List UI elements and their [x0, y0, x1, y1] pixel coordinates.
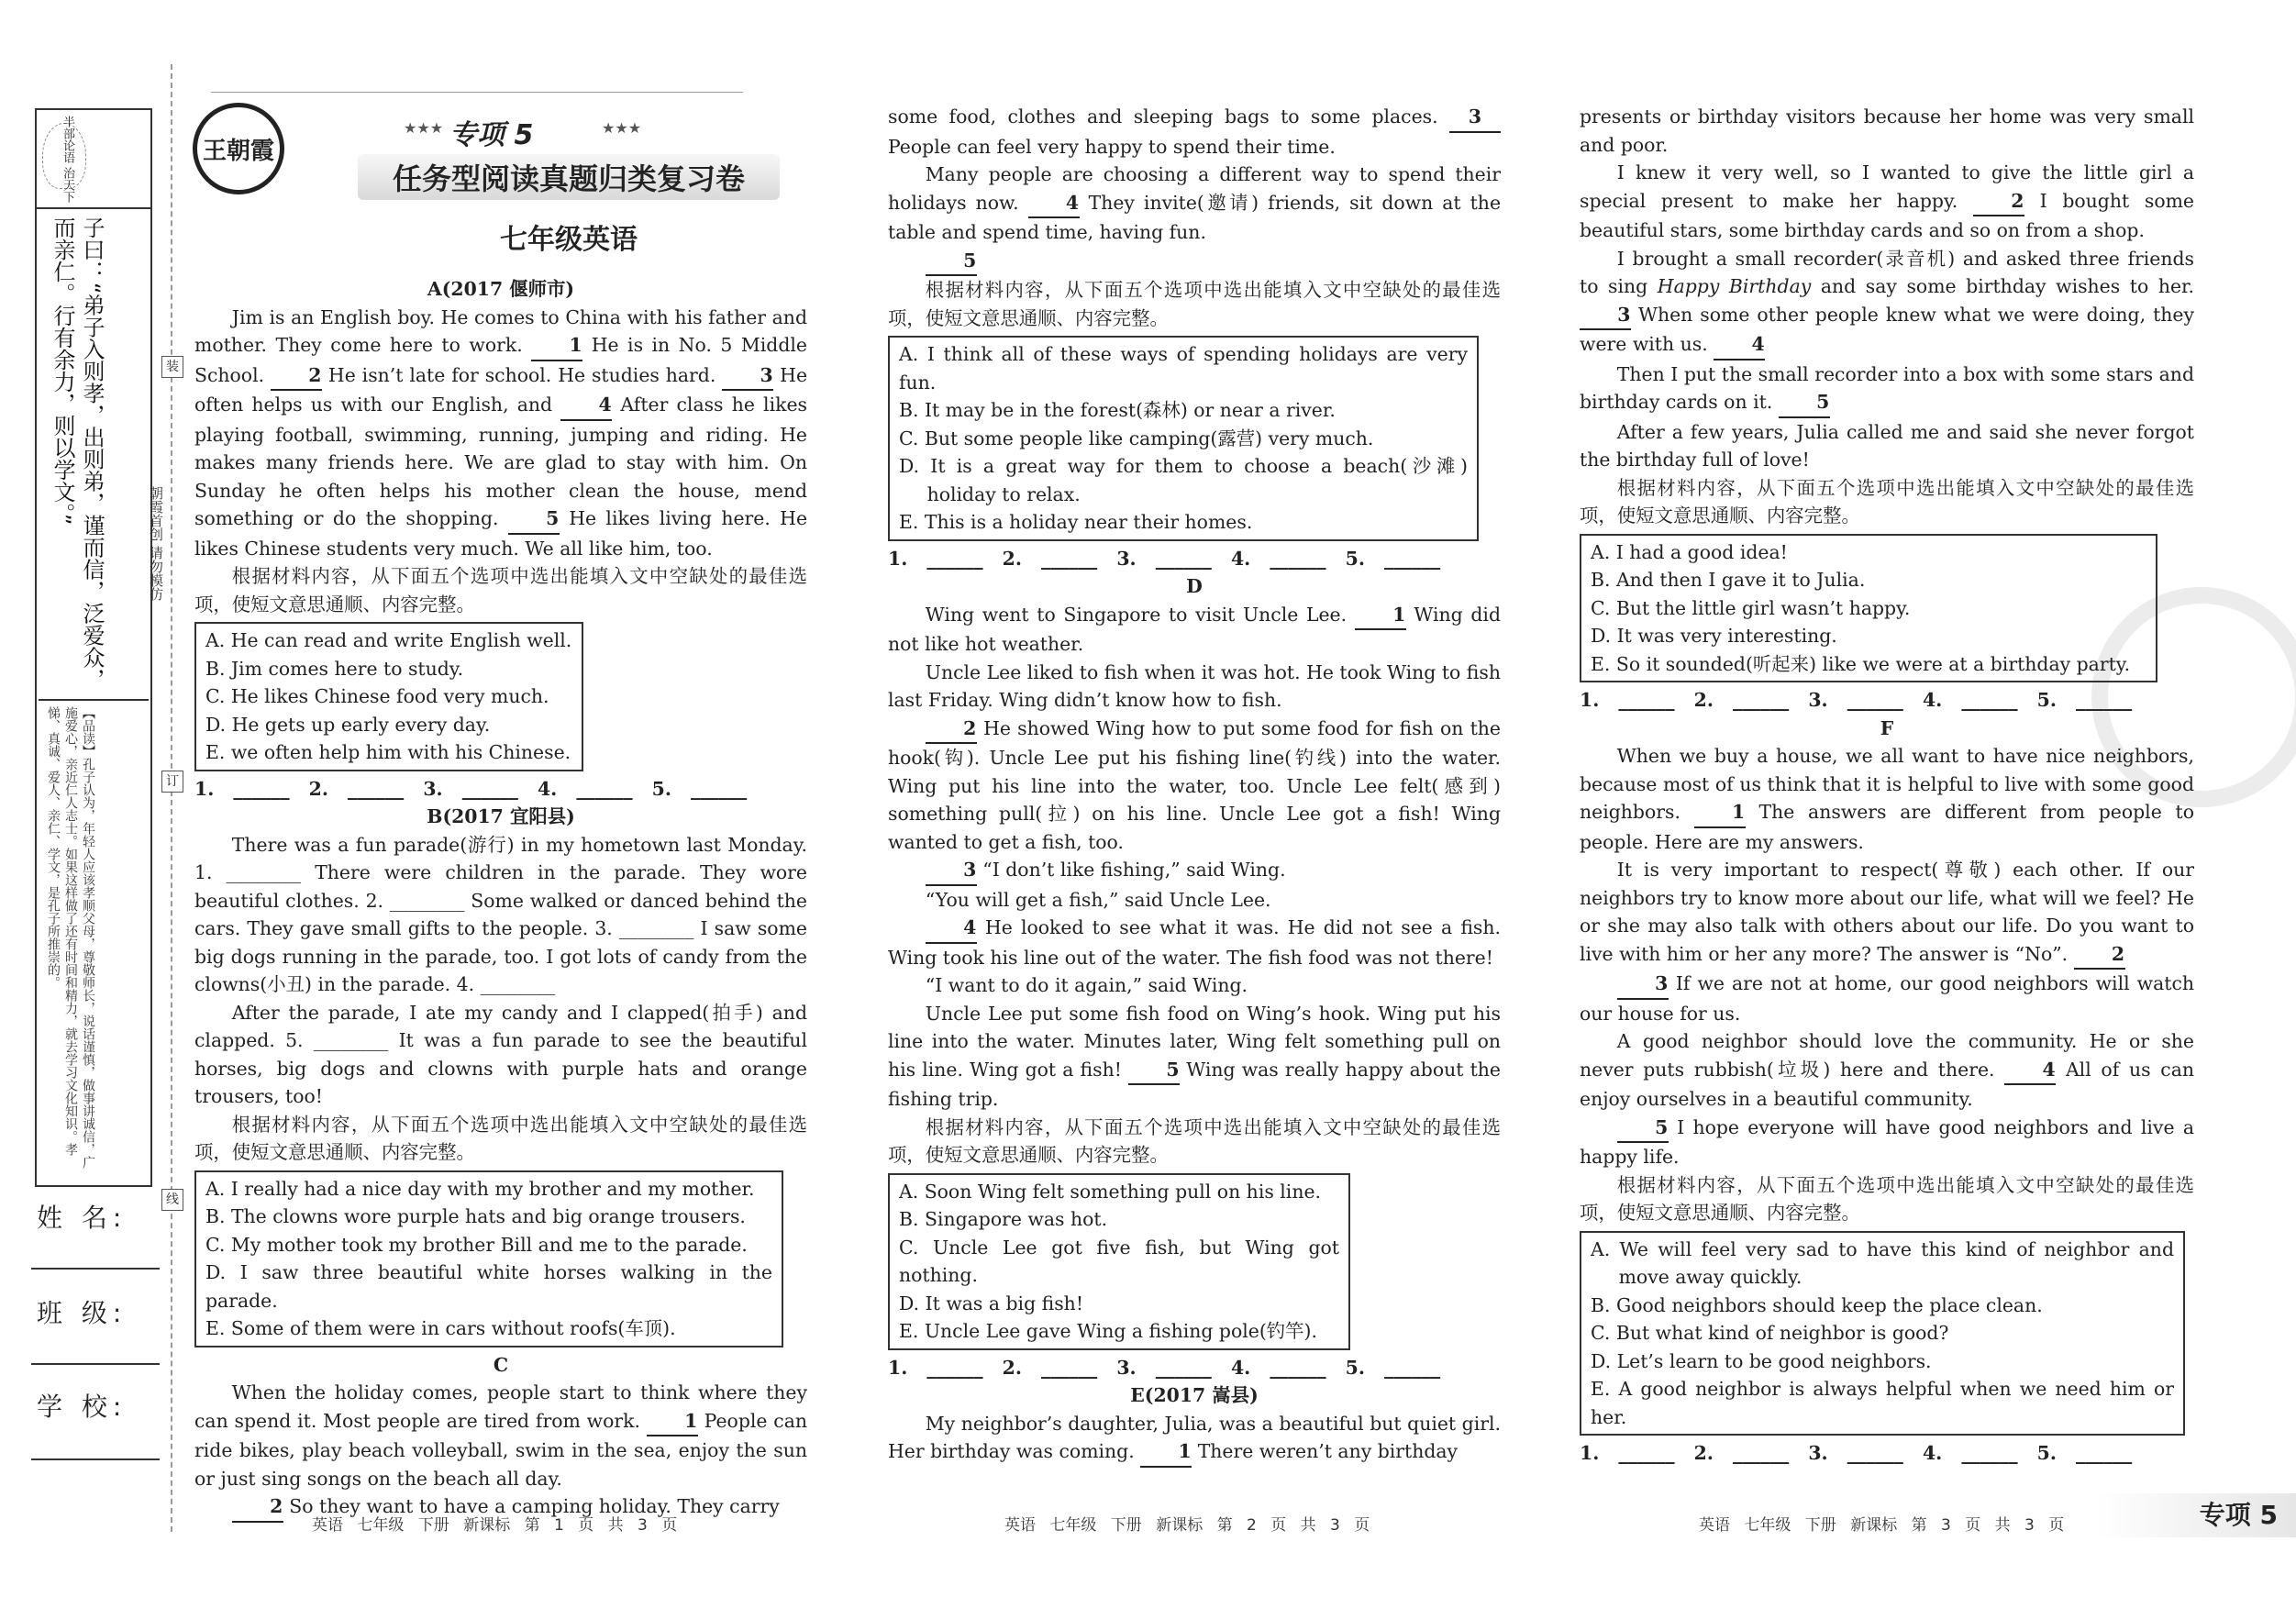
passage-d-p5: “You will get a fish,” said Uncle Lee. [925, 888, 1271, 911]
blank-d2[interactable]: 2 [926, 715, 977, 745]
option-d-e: E. Uncle Lee gave Wing a fishing pole(钓竿). [899, 1320, 1317, 1342]
blank-a2[interactable]: 2 [271, 361, 322, 392]
blank-a4[interactable]: 4 [560, 391, 612, 421]
blank-c3[interactable]: 3 [1449, 103, 1501, 133]
section-c-heading: C [493, 1353, 509, 1376]
option-b-e: E. Some of them were in cars without roofs(车顶). [205, 1317, 676, 1339]
blank-a1[interactable]: 1 [531, 331, 582, 361]
corner-topic-badge: 专项 5 [2097, 1493, 2296, 1537]
blank-d4[interactable]: 4 [926, 914, 977, 944]
passage-e-p2: I knew it very well, so I wanted to give the little girl a special present to make her happy. 2 I bought some beautiful stars, some birthday cards and so on from a shop. [1580, 161, 2194, 241]
answer-row-f[interactable]: 1. ______ 2. ______ 3. ______ 4. ______ 5. ______ [1580, 1442, 2133, 1464]
passage-c-p2-cont: some food, clothes and sleeping bags to some places. 3 People can feel very happy to spend their time. [888, 103, 1501, 161]
option-b-d: D. I saw three beautiful white horses walking in the parade. [205, 1261, 772, 1312]
blank-e2[interactable]: 2 [1973, 187, 2024, 217]
option-e-a: A. I had a good idea! [1591, 540, 1788, 563]
passage-e-p1-cont: presents or birthday visitors because her home was very small and poor. [1580, 105, 2194, 156]
passage-f-p2: It is very important to respect(尊敬) each other. If our neighbors try to know more about our life, what will we feel? He or she may also talk with others about our life. Do you want to live with him or her any more? The answer is “No”. 2 [1580, 856, 2194, 970]
cut-mark-2: 订 [161, 771, 183, 793]
brand-logo [193, 103, 284, 194]
option-f-a: A. We will feel very sad to have this kind of neighbor and move away quickly. [1591, 1237, 2174, 1288]
school-field[interactable] [31, 1458, 160, 1460]
section-e-heading: E(2017 嵩县) [1130, 1384, 1259, 1406]
answer-row-e[interactable]: 1. ______ 2. ______ 3. ______ 4. ______ 5. ______ [1580, 689, 2133, 711]
passage-a: Jim is an English boy. He comes to China with his father and mother. They come here to work. 1 He is in No. 5 Middle School. 2 He isn’t late for school. He studies hard. 3 He often helps us with our English, and 4 After class he likes playing football, swimming, running, jumping and riding. He makes many friends here. We are glad to stay with him. On Sunday he often helps his mother clean the house, mend something or do the shopping. 5 He likes living here. He likes Chinese students very much. We all like him, too. [194, 305, 808, 560]
blank-f2[interactable]: 2 [2074, 940, 2125, 970]
option-f-b: B. Good neighbors should keep the place clean. [1591, 1293, 2043, 1316]
column-3 [1580, 103, 2194, 1468]
passage-e-p5: After a few years, Julia called me and said she never forgot the birthday full of love! [1580, 420, 2194, 471]
header-ribbon [211, 92, 743, 93]
blank-f1[interactable]: 1 [1694, 798, 1746, 828]
option-f-e: E. A good neighbor is always helpful when we need him or her. [1591, 1378, 2174, 1428]
option-a-e: E. we often help him with his Chinese. [205, 741, 571, 763]
cut-line [171, 64, 172, 1532]
blank-c5[interactable]: 5 [926, 247, 977, 277]
stars-right-icon: ★★★ [602, 119, 642, 137]
blank-a3[interactable]: 3 [722, 361, 773, 392]
footer-page-3: 英语 七年级 下册 新课标 第 3 页 共 3 页 [1699, 1516, 2065, 1535]
passage-d-p8: Uncle Lee put some fish food on Wing’s hook. Wing put his line into the water. Minutes later, Wing felt something pull on his line. Wing got a fish! 5 Wing was really happy about the fishing trip. [888, 1002, 1501, 1110]
blank-e4[interactable]: 4 [1714, 330, 1765, 360]
option-a-d: D. He gets up early every day. [205, 713, 491, 736]
page-title: 任务型阅读真题归类复习卷 [358, 154, 780, 200]
analects-quote: 子曰：“弟子入则孝，出则弟，谨而信，泛爱众，而亲仁。行有余力，则以学文。” [50, 216, 105, 691]
passage-f-p4: A good neighbor should love the community. He or she never puts rubbish(垃圾) here and there. 4 All of us can enjoy ourselves in a beautiful community. [1580, 1030, 2194, 1110]
option-e-c: C. But the little girl wasn’t happy. [1591, 596, 1911, 619]
passage-d-p1: Wing went to Singapore to visit Uncle Lee. 1 Wing did not like hot weather. [888, 601, 1501, 659]
options-b [194, 1170, 783, 1347]
brand-logo-text: 王朝霞 [202, 137, 274, 165]
passage-e-p3: I brought a small recorder(录音机) and asked three friends to sing Happy Birthday and say some birthday wishes to her. 3 When some other people knew what we were doing, they were with us. 4 [1580, 245, 2194, 360]
cut-mark-3: 线 [161, 1189, 183, 1211]
option-b-c: C. My mother took my brother Bill and me to the parade. [205, 1233, 748, 1256]
book-tag: 半部论语 治天下 [61, 116, 74, 204]
passage-c-p4 [888, 247, 1501, 277]
binding-strip [0, 0, 174, 1597]
option-a-a: A. He can read and write English well. [205, 629, 572, 651]
option-c-d: D. It is a great way for them to choose a beach(沙滩) holiday to relax. [899, 455, 1468, 505]
passage-c-p3: Many people are choosing a different way to spend their holidays now. 4 They invite(邀请) friends, sit down at the table and spend time, having fun. [888, 163, 1502, 243]
passage-b-p1: There was a fun parade(游行) in my hometown last Monday. 1. ________ There were children in the parade. They wore beautiful clothes. 2. ________ Some walked or danced behind the cars. They gave small gifts to the people. 3. ________ I saw some big dogs running in the parade, too. I got lots of candy from the clowns(小丑) in the parade. 4. ________ [194, 833, 807, 995]
blank-f5[interactable]: 5 [1617, 1114, 1669, 1144]
option-c-e: E. This is a holiday near their homes. [899, 511, 1253, 533]
options-c [888, 336, 1479, 541]
option-d-b: B. Singapore was hot. [899, 1208, 1108, 1230]
passage-e-p1: My neighbor’s daughter, Julia, was a beautiful but quiet girl. Her birthday was coming. 1 There weren’t any birthday [888, 1410, 1501, 1468]
option-c-c: C. But some people like camping(露营) very much. [899, 427, 1374, 449]
option-c-b: B. It may be in the forest(森林) or near a river. [899, 399, 1336, 421]
passage-e-p4: Then I put the small recorder into a box with some stars and birthday cards on it. 5 [1580, 360, 2194, 418]
option-c-a: A. I think all of these ways of spending holidays are very fun. [899, 343, 1468, 394]
passage-c-p2: 2 So they want to have a camping holiday. They carry [194, 1492, 807, 1523]
blank-a5[interactable]: 5 [508, 505, 560, 535]
quote-commentary: 【品读】孔子认为，年轻人应该孝顺父母，尊敬师长，说话谨慎，做事讲诚信，广施爱心，亲近仁人志士。如果这样做了还有时间和精力，就去学习文化知识。孝悌、真诚、爱人、亲仁、学文，是孔子所推崇的。 [46, 706, 95, 1169]
passage-d-p4: 3 “I don’t like fishing,” said Wing. [888, 856, 1501, 886]
name-label: 姓 名: [37, 1203, 128, 1233]
class-field[interactable] [31, 1363, 160, 1365]
stars-left-icon: ★★★ [404, 119, 444, 137]
section-a-heading: A(2017 偃师市) [427, 278, 575, 300]
passage-f-p3: 3 If we are not at home, our good neighbors will watch our house for us. [1580, 970, 2194, 1027]
column-2 [888, 103, 1501, 1468]
option-b-b: B. The clowns wore purple hats and big orange trousers. [205, 1205, 746, 1227]
options-d [888, 1173, 1350, 1350]
option-d-c: C. Uncle Lee got five fish, but Wing got nothing. [899, 1236, 1339, 1286]
option-f-d: D. Let’s learn to be good neighbors. [1591, 1349, 1932, 1372]
passage-b-p2: After the parade, I ate my candy and I clapped(拍手) and clapped. 5. ________ It was a fun parade to see the beautiful horses, big dogs and clowns with purple hats and orange trousers, too! [194, 1001, 807, 1107]
blank-c1[interactable]: 1 [647, 1407, 698, 1437]
answer-row-a[interactable]: 1. ______ 2. ______ 3. ______ 4. ______ 5. ______ [194, 777, 748, 800]
section-b-heading: B(2017 宜阳县) [427, 805, 575, 827]
instruction-e: 根据材料内容，从下面五个选项中选出能填入文中空缺处的最佳选项，使短文意思通顺、内容完整。 [1580, 476, 2194, 527]
blank-c2[interactable]: 2 [232, 1492, 283, 1523]
passage-d-p3: 2 He showed Wing how to put some food for fish on the hook(钩). Uncle Lee put his fishing line(钓线) into the water. Wing put his line into the water, too. Uncle Lee felt(感到) something pull(拉) on his line. Uncle Lee got a fish! Wing wanted to get a fish, too. [888, 715, 1501, 857]
column-1 [194, 275, 807, 1523]
blank-e5[interactable]: 5 [1779, 388, 1830, 418]
quote-divider [39, 699, 149, 701]
option-a-b: B. Jim comes here to study. [205, 657, 464, 680]
instruction-f: 根据材料内容，从下面五个选项中选出能填入文中空缺处的最佳选项，使短文意思通顺、内容完整。 [1580, 1173, 2194, 1224]
blank-d1[interactable]: 1 [1355, 601, 1406, 631]
instruction-a: 根据材料内容，从下面五个选项中选出能填入文中空缺处的最佳选项，使短文意思通顺、内容完整。 [194, 565, 807, 616]
passage-d-p6: 4 He looked to see what it was. He did not see a fish. Wing took his line out of the water. The fish food was not there! [888, 914, 1501, 971]
answer-row-c[interactable]: 1. ______ 2. ______ 3. ______ 4. ______ 5. ______ [888, 547, 1441, 570]
instruction-b: 根据材料内容，从下面五个选项中选出能填入文中空缺处的最佳选项，使短文意思通顺、内容完整。 [194, 1113, 807, 1163]
passage-f-p5: 5 I hope everyone will have good neighbors and live a happy life. [1580, 1114, 2194, 1171]
blank-d3[interactable]: 3 [926, 856, 977, 886]
section-d-heading: D [1186, 575, 1203, 597]
copyright-note: 朝霞首创 请勿模仿 [148, 486, 164, 601]
option-b-a: A. I really had a nice day with my brother and my mother. [205, 1177, 755, 1200]
footer-page-2: 英语 七年级 下册 新课标 第 2 页 共 3 页 [1004, 1516, 1370, 1535]
passage-f-p1: When we buy a house, we all want to have nice neighbors, because most of us think that it is helpful to live with some good neighbors. 1 The answers are different from people to people. Here are my answers. [1580, 745, 2194, 853]
option-e-d: D. It was very interesting. [1591, 625, 1837, 647]
options-f [1580, 1231, 2185, 1436]
option-d-d: D. It was a big fish! [899, 1292, 1084, 1314]
option-f-c: C. But what kind of neighbor is good? [1591, 1322, 1949, 1344]
blank-c4[interactable]: 4 [1028, 189, 1080, 219]
section-f-heading: F [1880, 716, 1894, 739]
options-a [194, 622, 583, 771]
blank-f3[interactable]: 3 [1617, 970, 1669, 1000]
blank-d5[interactable]: 5 [1128, 1056, 1180, 1086]
option-d-a: A. Soon Wing felt something pull on his line. [899, 1180, 1322, 1203]
blank-f4[interactable]: 4 [2004, 1056, 2056, 1086]
instruction-d: 根据材料内容，从下面五个选项中选出能填入文中空缺处的最佳选项，使短文意思通顺、内容完整。 [888, 1115, 1501, 1166]
instruction-c: 根据材料内容，从下面五个选项中选出能填入文中空缺处的最佳选项，使短文意思通顺、内容完整。 [888, 279, 1501, 329]
grade-subject: 七年级英语 [500, 224, 638, 256]
blank-e1[interactable]: 1 [1140, 1437, 1192, 1468]
passage-d-p2: Uncle Lee liked to fish when it was hot. He took Wing to fish last Friday. Wing didn’t know how to fish. [888, 660, 1501, 711]
passage-d-p7: “I want to do it again,” said Wing. [925, 974, 1248, 996]
song-title: Happy Birthday [1657, 275, 1812, 297]
option-e-b: B. And then I gave it to Julia. [1591, 569, 1866, 591]
name-field[interactable] [31, 1268, 160, 1270]
special-topic-label: 专项 5 [449, 119, 534, 151]
option-e-e: E. So it sounded(听起来) like we were at a birthday party. [1591, 652, 2131, 675]
blank-e3[interactable]: 3 [1580, 301, 1631, 331]
options-e [1580, 534, 2157, 683]
school-label: 学 校: [37, 1392, 128, 1422]
option-a-c: C. He likes Chinese food very much. [205, 685, 549, 707]
class-label: 班 级: [37, 1298, 128, 1328]
passage-c-p1: When the holiday comes, people start to think where they can spend it. Most people are tired from work. 1 People can ride bikes, play beach volleyball, swim in the sea, enjoy the sun or just sing songs on the beach all day. [194, 1381, 808, 1490]
cut-mark-1: 装 [161, 356, 183, 378]
footer-page-1: 英语 七年级 下册 新课标 第 1 页 共 3 页 [312, 1516, 678, 1535]
answer-row-d[interactable]: 1. ______ 2. ______ 3. ______ 4. ______ 5. ______ [888, 1356, 1441, 1379]
